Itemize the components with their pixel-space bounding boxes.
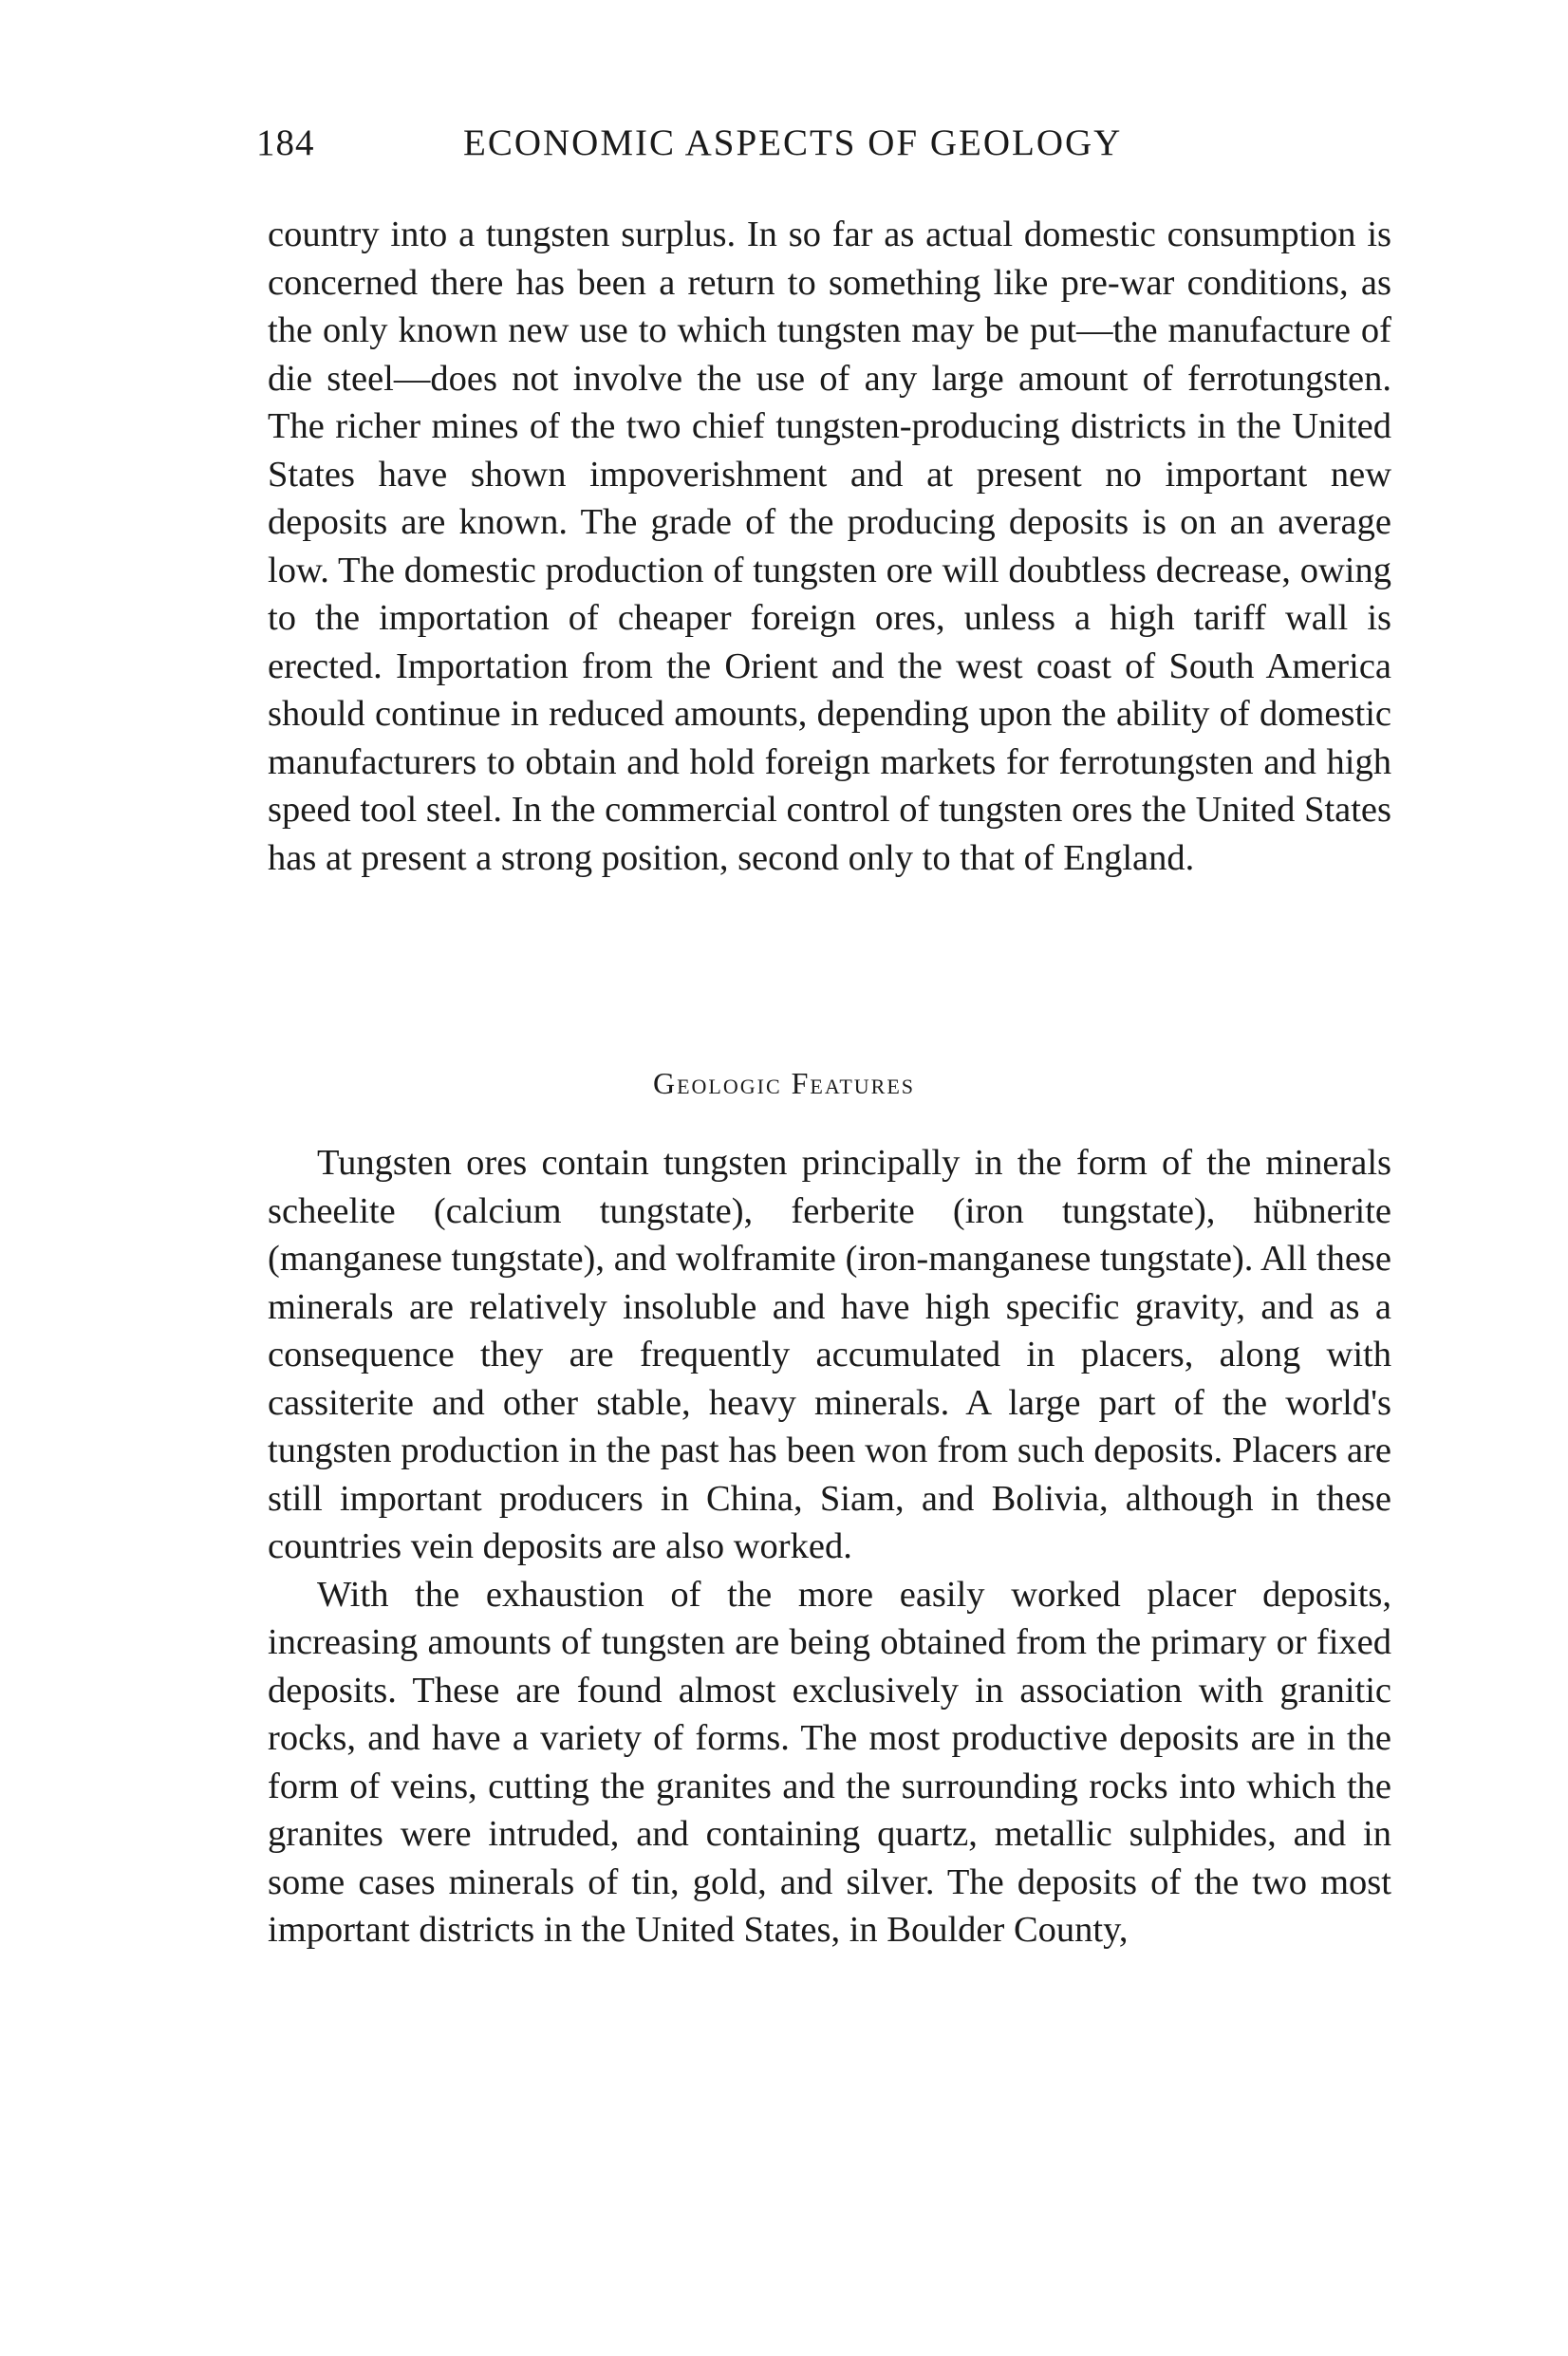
body-text-top: [268, 211, 1391, 882]
page-number: 184: [256, 122, 315, 163]
section-heading: Geologic Features: [652, 1066, 915, 1100]
paragraph-minerals: Tungsten ores contain tungsten principally in the form of the minerals scheelite (calcium tungstate), ferberite (iron tungstate), hübnerite (manganese tungstate), and wolframite (iron-manganese tungstate). All these minerals are relatively insoluble and have high specific gravity, and as a consequence they are frequently accumulated in placers, along with cassiterite and other stable, heavy minerals. A large part of the world's tungsten production in the past has been won from such deposits. Placers are still important producers in China, Siam, and Bolivia, although in these countries vein deposits are also worked.: [268, 1143, 1391, 1566]
running-head: [256, 122, 1395, 178]
paragraph-continued: country into a tungsten surplus. In so far as actual domestic consumption is concerned there has been a return to something like pre-war conditions, as the only known new use to which tungsten may be put—the manufacture of die steel—does not involve the use of any large amount of ferrotungsten. The richer mines of the two chief tungsten-producing districts in the United States have shown impoverishment and at present no important new deposits are known. The grade of the producing deposits is on an average low. The domestic production of tungsten ore will doubtless decrease, owing to the importation of cheaper foreign ores, unless a high tariff wall is erected. Importation from the Orient and the west coast of South America should continue in reduced amounts, depending upon the ability of domestic manufacturers to obtain and hold foreign markets for ferrotungsten and high speed tool steel. In the commercial control of tungsten ores the United States has at present a strong position, second only to that of England.: [268, 215, 1391, 878]
paragraph-primary-deposits: With the exhaustion of the more easily worked placer deposits, increasing amounts of tungsten are being obtained from the primary or fixed deposits. These are found almost exclusively in association with granitic rocks, and have a variety of forms. The most productive deposits are in the form of veins, cutting the granites and the surrounding rocks into which the granites were intruded, and containing quartz, metallic sulphides, and in some cases minerals of tin, gold, and silver. The deposits of the two most important districts in the United States, in Boulder County,: [268, 1574, 1391, 1950]
running-title: ECONOMIC ASPECTS OF GEOLOGY: [463, 122, 1123, 163]
body-text-bottom: [268, 1139, 1391, 1954]
